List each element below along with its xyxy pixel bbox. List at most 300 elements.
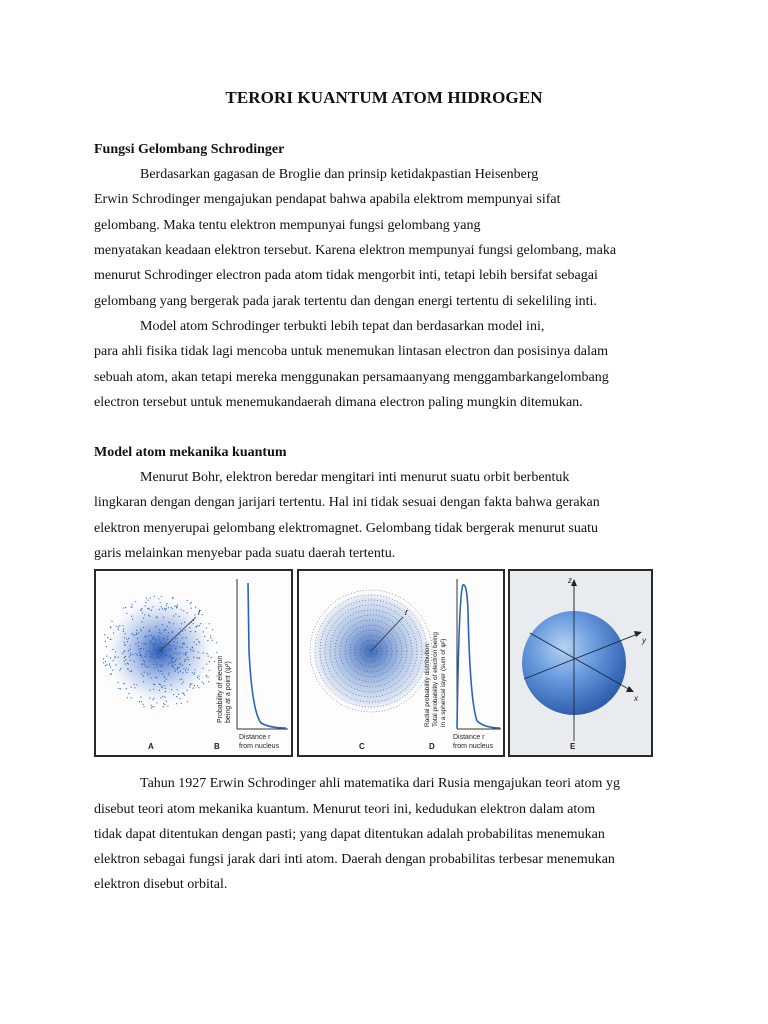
electron-dot — [150, 641, 151, 642]
electron-dot — [148, 615, 149, 616]
electron-dot — [110, 639, 111, 640]
electron-dot — [211, 657, 212, 658]
panel-label-d: D — [429, 742, 435, 751]
electron-dot — [171, 607, 172, 608]
electron-dot — [212, 640, 213, 641]
graph-d-ylabel-1: Radial probability distribution: — [424, 642, 431, 727]
electron-dot — [210, 635, 211, 636]
electron-dot — [158, 640, 159, 641]
electron-dot — [140, 697, 141, 698]
electron-dot — [145, 656, 146, 657]
electron-dot — [182, 637, 183, 638]
electron-dot — [145, 644, 146, 645]
electron-dot — [153, 657, 154, 658]
electron-dot — [182, 647, 183, 648]
electron-dot — [104, 634, 105, 635]
electron-dot — [206, 627, 207, 628]
electron-dot — [198, 676, 199, 677]
electron-dot — [180, 663, 181, 664]
electron-dot — [159, 664, 160, 665]
electron-dot — [179, 667, 180, 668]
electron-dot — [183, 642, 184, 643]
document-title: TERORI KUANTUM ATOM HIDROGEN — [225, 88, 543, 107]
electron-dot — [163, 706, 164, 707]
electron-dot — [179, 658, 180, 659]
electron-dot — [185, 659, 186, 660]
electron-dot — [106, 664, 107, 665]
electron-dot — [127, 697, 128, 698]
electron-dot — [186, 637, 187, 638]
electron-dot — [151, 707, 152, 708]
section-heading-schrodinger: Fungsi Gelombang Schrodinger — [94, 142, 285, 157]
electron-dot — [190, 631, 191, 632]
paragraph-line: elektron menyerupai gelombang elektromagnet. Gelombang tidak bergerak menurut suatu — [94, 521, 598, 536]
electron-dot — [172, 662, 173, 663]
electron-dot — [142, 663, 143, 664]
electron-dot — [134, 661, 135, 662]
electron-dot — [153, 649, 154, 650]
electron-dot — [132, 618, 133, 619]
electron-dot — [143, 681, 144, 682]
paragraph-line: gelombang yang bergerak pada jarak tertentu dan dengan energi tertentu di sekeliling inti. — [94, 294, 597, 309]
electron-dot — [110, 626, 111, 627]
electron-dot — [166, 605, 167, 606]
electron-dot — [179, 679, 180, 680]
electron-dot — [181, 679, 182, 680]
electron-dot — [184, 661, 185, 662]
electron-dot — [179, 646, 180, 647]
electron-dot — [125, 663, 126, 664]
electron-dot — [160, 671, 161, 672]
electron-dot — [167, 639, 168, 640]
paragraph-line: gelombang. Maka tentu elektron mempunyai fungsi gelombang yang — [94, 218, 481, 233]
electron-dot — [158, 651, 159, 652]
electron-dot — [150, 643, 151, 644]
electron-dot — [191, 683, 192, 684]
electron-dot — [124, 683, 125, 684]
electron-dot — [145, 654, 146, 655]
electron-dot — [115, 656, 116, 657]
electron-dot — [125, 607, 126, 608]
electron-dot — [176, 652, 177, 653]
electron-dot — [112, 670, 113, 671]
electron-dot — [147, 608, 148, 609]
electron-dot — [194, 674, 195, 675]
electron-dot — [165, 642, 166, 643]
electron-dot — [151, 610, 152, 611]
electron-dot — [162, 608, 163, 609]
electron-dot — [177, 605, 178, 606]
electron-dot — [139, 655, 140, 656]
electron-dot — [144, 614, 145, 615]
electron-dot — [188, 669, 189, 670]
electron-dot — [135, 643, 136, 644]
paragraph-line: electron tersebut untuk menemukandaerah dimana electron paling mungkin ditemukan. — [94, 395, 583, 410]
electron-dot — [174, 661, 175, 662]
electron-dot — [150, 640, 151, 641]
electron-dot — [154, 667, 155, 668]
electron-dot — [170, 648, 171, 649]
electron-dot — [162, 674, 163, 675]
electron-dot — [139, 701, 140, 702]
electron-dot — [203, 652, 204, 653]
electron-dot — [149, 630, 150, 631]
electron-dot — [115, 651, 116, 652]
electron-dot — [156, 626, 157, 627]
electron-dot — [168, 663, 169, 664]
electron-dot — [124, 657, 125, 658]
electron-dot — [155, 640, 156, 641]
axis-label-y: y — [642, 636, 646, 645]
electron-dot — [147, 600, 148, 601]
electron-dot — [141, 630, 142, 631]
electron-dot — [161, 596, 162, 597]
electron-dot — [198, 641, 199, 642]
electron-dot — [171, 657, 172, 658]
electron-dot — [161, 606, 162, 607]
electron-dot — [110, 674, 111, 675]
electron-dot — [161, 686, 162, 687]
electron-dot — [173, 657, 174, 658]
electron-dot — [173, 623, 174, 624]
electron-dot — [137, 638, 138, 639]
electron-dot — [148, 635, 149, 636]
electron-dot — [187, 657, 188, 658]
electron-dot — [174, 668, 175, 669]
electron-dot — [197, 685, 198, 686]
electron-dot — [199, 657, 200, 658]
electron-dot — [118, 682, 119, 683]
electron-dot — [142, 612, 143, 613]
electron-dot — [160, 684, 161, 685]
electron-dot — [194, 685, 195, 686]
electron-dot — [182, 683, 183, 684]
paragraph-line: sebuah atom, akan tetapi mereka menggunakan persamaanyang menggambarkangelombang — [94, 370, 609, 385]
electron-dot — [128, 650, 129, 651]
graph-b-xlabel-1: Distance r — [239, 734, 271, 741]
electron-dot — [131, 607, 132, 608]
electron-dot — [149, 698, 150, 699]
electron-dot — [186, 652, 187, 653]
electron-dot — [189, 627, 190, 628]
electron-dot — [159, 638, 160, 639]
electron-dot — [180, 652, 181, 653]
graph-d-ylabel-3: in a spherical layer (sum of ψ²) — [440, 638, 447, 727]
panel-label-b: B — [214, 742, 220, 751]
electron-dot — [184, 694, 185, 695]
electron-dot — [209, 623, 210, 624]
electron-dot — [200, 623, 201, 624]
electron-dot — [134, 684, 135, 685]
electron-dot — [130, 660, 131, 661]
electron-dot — [122, 653, 123, 654]
electron-dot — [178, 694, 179, 695]
figure-panel-e — [508, 569, 653, 757]
electron-dot — [156, 653, 157, 654]
electron-dot — [216, 652, 217, 653]
electron-dot — [160, 641, 161, 642]
electron-dot — [118, 657, 119, 658]
figure-panel-ab — [94, 569, 293, 757]
radius-label-a: r — [198, 607, 201, 617]
electron-dot — [178, 672, 179, 673]
electron-dot — [192, 647, 193, 648]
electron-dot — [145, 666, 146, 667]
electron-dot — [106, 646, 107, 647]
electron-dot — [128, 638, 129, 639]
electron-dot — [169, 656, 170, 657]
electron-dot — [164, 704, 165, 705]
electron-dot — [171, 685, 172, 686]
electron-dot — [140, 609, 141, 610]
electron-dot — [171, 650, 172, 651]
electron-dot — [150, 657, 151, 658]
electron-dot — [186, 668, 187, 669]
electron-dot — [177, 689, 178, 690]
electron-dot — [141, 608, 142, 609]
electron-dot — [172, 632, 173, 633]
electron-dot — [164, 696, 165, 697]
electron-dot — [195, 606, 196, 607]
electron-dot — [160, 643, 161, 644]
electron-dot — [125, 659, 126, 660]
electron-dot — [141, 648, 142, 649]
electron-dot — [159, 684, 160, 685]
paragraph-line: disebut teori atom mekanika kuantum. Menurut teori ini, kedudukan elektron dalam atom — [94, 802, 596, 817]
electron-dot — [151, 705, 152, 706]
electron-dot — [151, 654, 152, 655]
electron-dot — [202, 614, 203, 615]
x-arrow-icon — [626, 686, 634, 692]
electron-dot — [133, 634, 134, 635]
electron-dot — [130, 653, 131, 654]
electron-dot — [126, 639, 127, 640]
electron-dot — [171, 660, 172, 661]
electron-dot — [185, 652, 186, 653]
electron-dot — [153, 646, 154, 647]
electron-dot — [160, 697, 161, 698]
electron-dot — [208, 656, 209, 657]
electron-dot — [128, 663, 129, 664]
electron-dot — [162, 650, 163, 651]
electron-dot — [189, 686, 190, 687]
electron-dot — [132, 654, 133, 655]
axis-label-x: x — [634, 694, 638, 703]
electron-dot — [207, 677, 208, 678]
electron-dot — [126, 613, 127, 614]
electron-dot — [164, 681, 165, 682]
electron-dot — [123, 607, 124, 608]
electron-dot — [139, 652, 140, 653]
electron-dot — [143, 649, 144, 650]
electron-dot — [175, 613, 176, 614]
electron-dot — [171, 689, 172, 690]
electron-dot — [156, 702, 157, 703]
electron-dot — [203, 631, 204, 632]
electron-dot — [147, 673, 148, 674]
electron-dot — [183, 653, 184, 654]
electron-dot — [127, 641, 128, 642]
electron-dot — [159, 657, 160, 658]
electron-dot — [138, 642, 139, 643]
electron-dot — [180, 664, 181, 665]
electron-dot — [107, 637, 108, 638]
electron-dot — [149, 656, 150, 657]
electron-dot — [194, 672, 195, 673]
electron-dot — [163, 644, 164, 645]
electron-dot — [112, 649, 113, 650]
electron-dot — [214, 661, 215, 662]
electron-dot — [181, 703, 182, 704]
electron-dot — [179, 698, 180, 699]
electron-dot — [185, 654, 186, 655]
electron-dot — [177, 669, 178, 670]
electron-dot — [182, 692, 183, 693]
electron-dot — [182, 665, 183, 666]
electron-dot — [167, 705, 168, 706]
electron-dot — [187, 701, 188, 702]
electron-dot — [151, 635, 152, 636]
electron-dot — [124, 650, 125, 651]
electron-dot — [147, 650, 148, 651]
paragraph-line: Tahun 1927 Erwin Schrodinger ahli matematika dari Rusia mengajukan teori atom yg — [140, 776, 620, 791]
electron-dot — [204, 636, 205, 637]
radius-label-c: r — [405, 607, 408, 617]
paragraph-line: elektron sebagai fungsi jarak dari inti atom. Daerah dengan probabilitas terbesar menemukan — [94, 852, 615, 867]
electron-dot — [183, 693, 184, 694]
electron-dot — [164, 629, 165, 630]
electron-dot — [136, 634, 137, 635]
electron-dot — [182, 631, 183, 632]
electron-dot — [157, 657, 158, 658]
electron-dot — [143, 627, 144, 628]
electron-dot — [131, 616, 132, 617]
electron-dot — [124, 661, 125, 662]
electron-dot — [198, 652, 199, 653]
electron-dot — [156, 649, 157, 650]
electron-dot — [154, 646, 155, 647]
electron-dot — [110, 627, 111, 628]
paragraph-line: tidak dapat ditentukan dengan pasti; yang dapat ditentukan adalah probabilitas menemukan — [94, 827, 605, 842]
electron-dot — [122, 625, 123, 626]
electron-dot — [197, 657, 198, 658]
electron-dot — [167, 626, 168, 627]
electron-dot — [168, 632, 169, 633]
electron-dot — [162, 656, 163, 657]
electron-dot — [154, 596, 155, 597]
electron-dot — [113, 632, 114, 633]
electron-dot — [206, 675, 207, 676]
electron-dot — [141, 657, 142, 658]
electron-dot — [145, 643, 146, 644]
electron-dot — [159, 609, 160, 610]
electron-dot — [212, 629, 213, 630]
electron-dot — [143, 675, 144, 676]
electron-dot — [186, 672, 187, 673]
electron-dot — [140, 651, 141, 652]
graph-b-ylabel-1: Probability of electron — [217, 655, 224, 723]
section-heading-mekanika-kuantum: Model atom mekanika kuantum — [94, 445, 287, 460]
electron-dot — [190, 603, 191, 604]
electron-dot — [192, 672, 193, 673]
electron-dot — [165, 691, 166, 692]
electron-dot — [125, 656, 126, 657]
electron-dot — [195, 631, 196, 632]
atom-orbital-figure — [94, 569, 653, 757]
electron-dot — [137, 655, 138, 656]
electron-dot — [187, 690, 188, 691]
electron-dot — [127, 663, 128, 664]
electron-dot — [180, 628, 181, 629]
electron-dot — [165, 655, 166, 656]
electron-dot — [191, 650, 192, 651]
y-arrow-icon — [634, 631, 642, 637]
electron-dot — [149, 631, 150, 632]
electron-dot — [168, 622, 169, 623]
electron-dot — [124, 633, 125, 634]
electron-dot — [161, 671, 162, 672]
electron-dot — [176, 659, 177, 660]
electron-dot — [194, 614, 195, 615]
electron-dot — [179, 634, 180, 635]
electron-dot — [111, 621, 112, 622]
electron-dot — [153, 654, 154, 655]
electron-dot — [184, 622, 185, 623]
electron-dot — [172, 597, 173, 598]
electron-dot — [168, 649, 169, 650]
electron-dot — [197, 625, 198, 626]
electron-dot — [129, 671, 130, 672]
electron-dot — [134, 635, 135, 636]
electron-dot — [158, 670, 159, 671]
electron-dot — [141, 621, 142, 622]
electron-dot — [165, 629, 166, 630]
electron-dot — [153, 606, 154, 607]
electron-dot — [134, 687, 135, 688]
electron-dot — [120, 668, 121, 669]
electron-dot — [158, 647, 159, 648]
electron-dot — [152, 643, 153, 644]
electron-dot — [199, 625, 200, 626]
electron-dot — [176, 607, 177, 608]
electron-dot — [144, 672, 145, 673]
electron-dot — [162, 664, 163, 665]
electron-dot — [152, 638, 153, 639]
electron-dot — [156, 662, 157, 663]
electron-dot — [156, 664, 157, 665]
electron-dot — [131, 633, 132, 634]
electron-dot — [138, 645, 139, 646]
paragraph-line: Berdasarkan gagasan de Broglie dan prinsip ketidakpastian Heisenberg — [140, 167, 539, 182]
electron-dot — [175, 660, 176, 661]
paragraph-line: lingkaran dengan dengan jarijari tertentu. Hal ini tidak sesuai dengan fakta bahwa gerakan — [94, 495, 600, 510]
electron-dot — [164, 685, 165, 686]
electron-dot — [173, 615, 174, 616]
electron-dot — [118, 688, 119, 689]
electron-dot — [109, 663, 110, 664]
electron-dot — [103, 662, 104, 663]
electron-dot — [138, 649, 139, 650]
electron-dot — [210, 638, 211, 639]
electron-dot — [182, 643, 183, 644]
electron-dot — [130, 655, 131, 656]
electron-dot — [163, 703, 164, 704]
electron-dot — [119, 670, 120, 671]
electron-dot — [206, 663, 207, 664]
electron-dot — [170, 662, 171, 663]
electron-dot — [152, 706, 153, 707]
electron-dot — [175, 664, 176, 665]
